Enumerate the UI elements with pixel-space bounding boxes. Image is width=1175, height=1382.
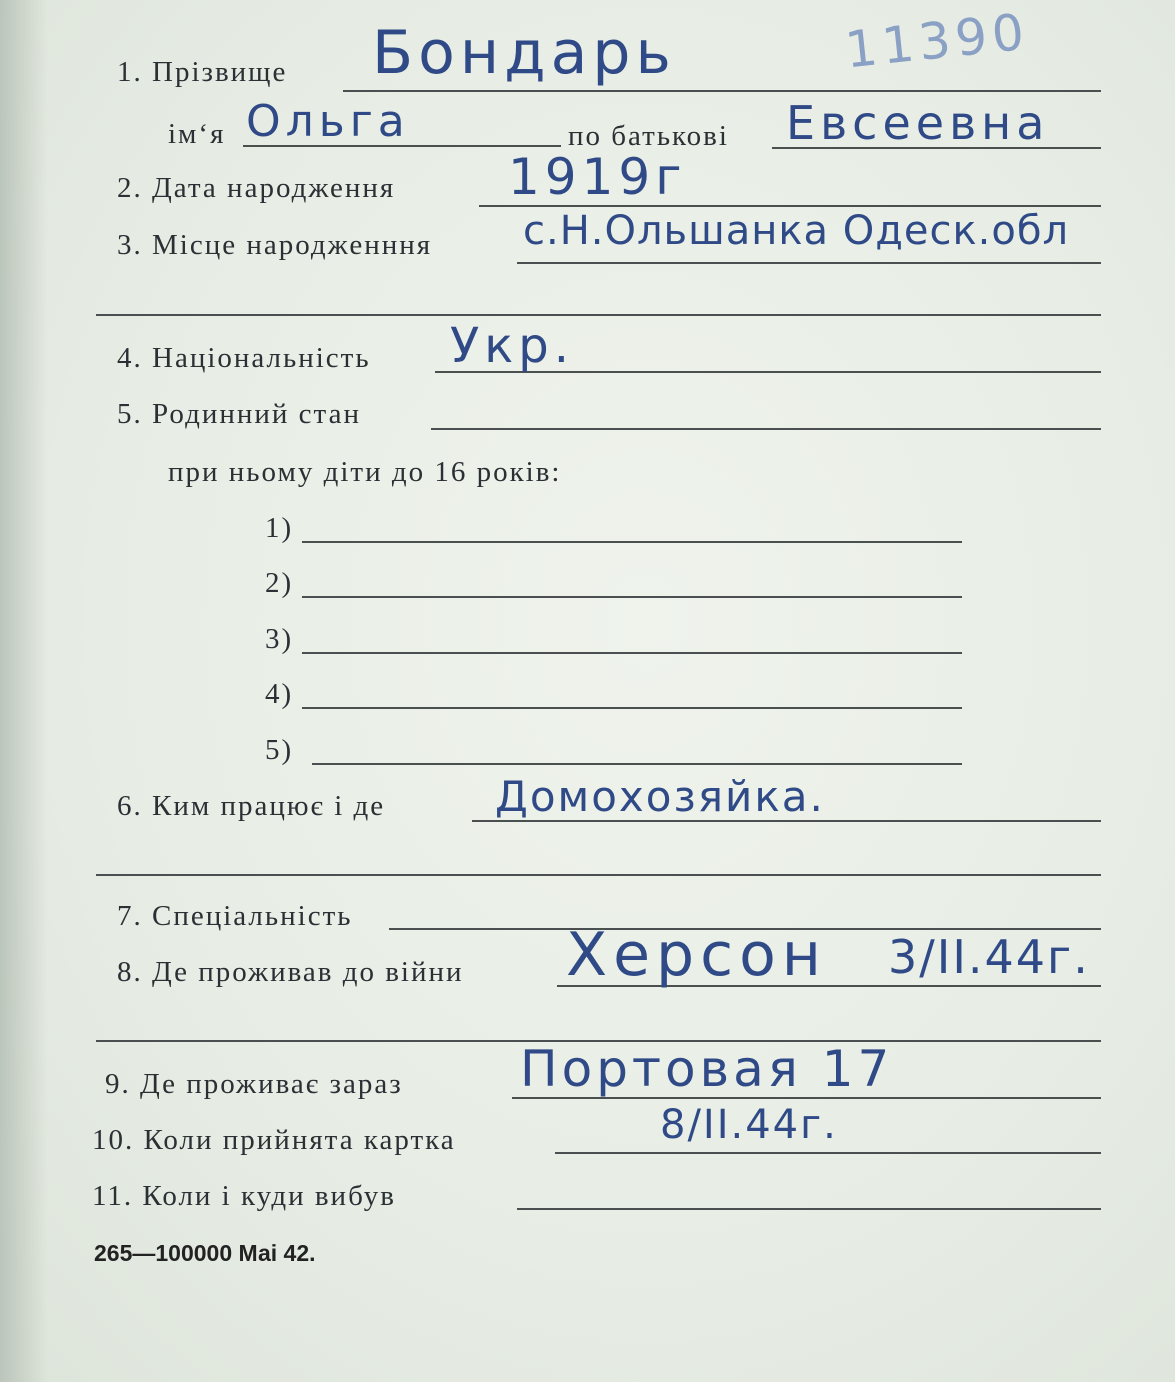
nationality-value: Укр. [450, 318, 574, 374]
departure-label: 11. Коли і куди вибув [92, 1180, 396, 1212]
child-4-label: 4) [265, 678, 294, 710]
birth-date-value: 1919г [508, 148, 687, 206]
child-2-line [302, 596, 962, 598]
card-edge-shadow [0, 0, 48, 1382]
occupation-value: Домохозяйка. [495, 772, 825, 821]
surname-label: 1. Прізвище [117, 56, 288, 88]
print-code: 265—100000 Маі 42. [94, 1240, 316, 1266]
birth-place-label: 3. Місце народженння [117, 229, 433, 261]
child-3-line [302, 652, 962, 654]
first-name-value: Ольга [246, 96, 410, 147]
child-4-line [302, 707, 962, 709]
card-accepted-line [555, 1152, 1101, 1154]
birth-place-value: с.Н.Ольшанка Одеск.обл [523, 208, 1070, 254]
surname-line [343, 90, 1101, 92]
child-1-label: 1) [265, 512, 294, 544]
card-accepted-label: 10. Коли прийнята картка [92, 1124, 456, 1156]
current-residence-value: Портовая 17 [520, 1040, 894, 1098]
surname-value: Бондарь [372, 18, 676, 88]
child-5-label: 5) [265, 734, 294, 766]
archive-number: 11390 [842, 2, 1032, 80]
patronymic-value: Евсеевна [786, 96, 1050, 150]
child-1-line [302, 541, 962, 543]
current-residence-label: 9. Де проживає зараз [105, 1068, 403, 1100]
children-header: при ньому діти до 16 років: [168, 456, 562, 488]
prewar-residence-label: 8. Де проживав до війни [117, 956, 464, 988]
birth-place-line-2 [96, 314, 1101, 316]
marital-status-line [431, 428, 1101, 430]
child-2-label: 2) [265, 567, 294, 599]
first-name-label: ім‘я [168, 118, 226, 150]
birth-date-label: 2. Дата народження [117, 172, 396, 204]
prewar-residence-value: Херсон [566, 920, 828, 990]
patronymic-label: по батькові [568, 120, 729, 152]
birth-place-line [517, 262, 1101, 264]
marital-status-label: 5. Родинний стан [117, 398, 361, 430]
specialty-label: 7. Спеціальність [117, 900, 353, 932]
departure-line [517, 1208, 1101, 1210]
occupation-label: 6. Ким працює і де [117, 790, 386, 822]
card-accepted-value: 8/II.44г. [660, 1102, 838, 1148]
prewar-residence-date: 3/II.44г. [888, 930, 1090, 984]
child-3-label: 3) [265, 623, 294, 655]
child-5-line [312, 763, 962, 765]
nationality-label: 4. Національність [117, 342, 371, 374]
occupation-line-2 [96, 874, 1101, 876]
